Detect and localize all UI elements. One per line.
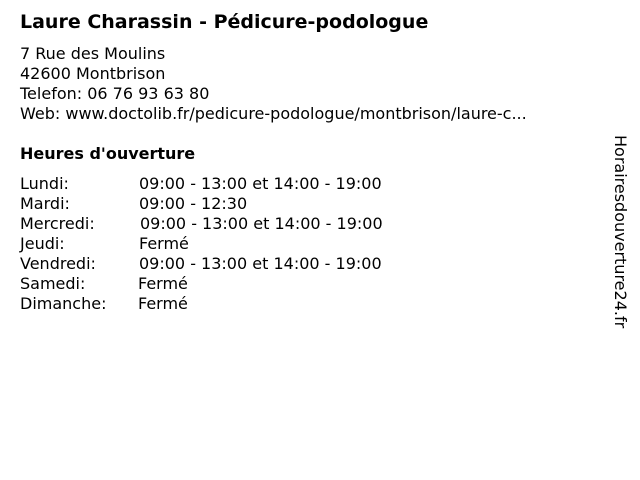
day-label: Mardi:: [20, 194, 70, 213]
day-label: Mercredi:: [20, 214, 95, 233]
day-label: Vendredi:: [20, 254, 96, 273]
time-value: 09:00 - 12:30: [139, 194, 248, 213]
day-label: Jeudi:: [20, 234, 65, 253]
site-watermark: [610, 135, 630, 345]
time-value: 09:00 - 13:00 et 14:00 - 19:00: [140, 214, 383, 233]
time-value: Fermé: [138, 294, 188, 313]
street-address: 7 Rue des Moulins: [20, 44, 166, 63]
day-label: Samedi:: [20, 274, 86, 293]
website-link[interactable]: Web: www.doctolib.fr/pedicure-podologue/montbrison/laure-c...: [20, 104, 527, 123]
time-value: Fermé: [139, 234, 189, 253]
time-value: Fermé: [138, 274, 188, 293]
day-label: Dimanche:: [20, 294, 107, 313]
contact-info: [20, 44, 527, 124]
time-value: 09:00 - 13:00 et 14:00 - 19:00: [139, 254, 382, 273]
watermark-text: Horairesdouverture24.fr: [611, 135, 630, 329]
city-address: 42600 Montbrison: [20, 64, 166, 83]
day-label: Lundi:: [20, 174, 69, 193]
page-title: Laure Charassin - Pédicure-podologue: [20, 11, 429, 33]
phone-number: Telefon: 06 76 93 63 80: [20, 84, 210, 103]
opening-hours-heading: Heures d'ouverture: [20, 144, 196, 163]
time-value: 09:00 - 13:00 et 14:00 - 19:00: [139, 174, 382, 193]
